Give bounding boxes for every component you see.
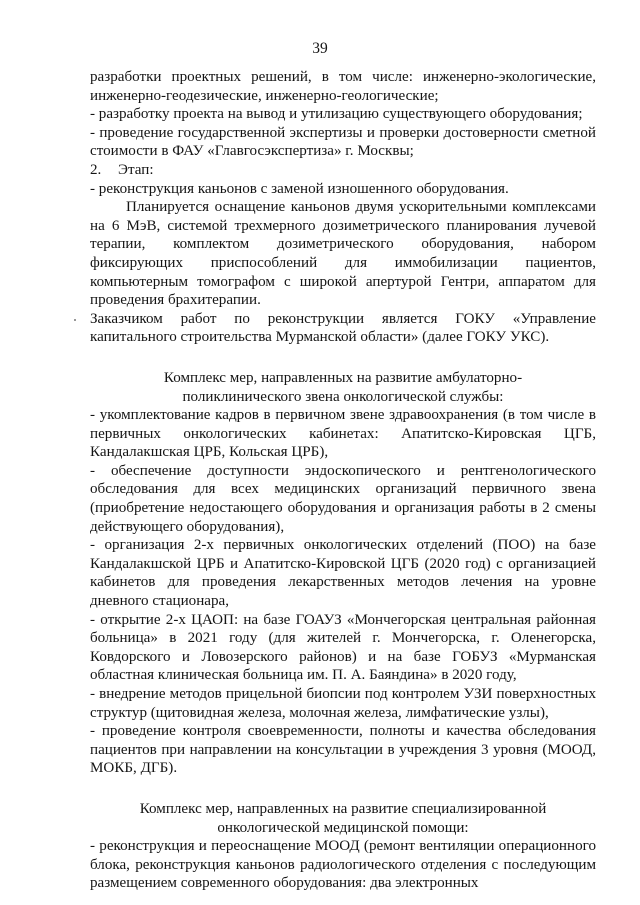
stage-label: Этап: bbox=[118, 161, 154, 178]
list-item-primary-oncology-units: - организация 2-х первичных онкологических отделений (ПОО) на базе Кандалакшской ЦРБ и Апатитско-Кировской ЦГБ (2020 год) с организацией кабинетов для проведения лекарственных методов лечения на уровне дневного стационара, bbox=[90, 537, 596, 610]
list-item-endoscopy-access: - обеспечение доступности эндоскопического и рентгенологического обследования для всех медицинских организаций первичного звена (приобретение недостающего оборудования и организация работы в 2 смены действующего оборудования), bbox=[90, 462, 596, 535]
paragraph-design-solutions: разработки проектных решений, в том числе: инженерно-экологические, инженерно-геодезические, инженерно-геологические; bbox=[90, 69, 596, 104]
section-heading-specialized-line1: Комплекс мер, направленных на развитие специализированной bbox=[139, 800, 547, 817]
paragraph-customer: Заказчиком работ по реконструкции является ГОКУ «Управление капитального строительства Мурманской области» (далее ГОКУ УКС). bbox=[90, 310, 596, 346]
margin-mark bbox=[74, 319, 76, 321]
list-item-mood-reconstruction: - реконструкция и переоснащение МООД (ремонт вентиляции операционного блока, реконструкция каньонов радиологического отделения с последующим размещением современного оборудования: два электронных bbox=[90, 838, 596, 892]
paragraph-state-expertise: - проведение государственной экспертизы и проверки достоверности сметной стоимости в ФАУ «Главгосэкспертиза» г. Москвы; bbox=[90, 124, 596, 160]
stage-heading bbox=[90, 161, 596, 180]
section-heading-outpatient-line2: поликлинического звена онкологической службы: bbox=[182, 388, 504, 405]
paragraph-canyon-reconstruction: - реконструкция каньонов с заменой изношенного оборудования. bbox=[90, 180, 509, 197]
paragraph-equipment-plan: Планируется оснащение каньонов двумя ускорительными комплексами на 6 МэВ, системой трехмерного дозиметрического планирования лучевой терапии, комплектом дозиметрического оборудования, набором фиксирующих приспособлений для иммобилизации пациентов, компьютерным томографом с широкой апертурой Гентри, аппаратом для проведения брахитерапии. bbox=[90, 199, 596, 309]
list-item-caop-opening: - открытие 2-х ЦАОП: на базе ГОАУЗ «Мончегорская центральная районная больница» в 2021 году (для жителей г. Мончегорска, г. Оленегорска, Ковдорского и Ловозерского районов) и на базе ГОБУЗ «Мурманская областная клиническая больница им. П. А. Баяндина» в 2020 году, bbox=[90, 611, 596, 684]
document-body bbox=[90, 68, 596, 893]
section-heading-outpatient-line1: Комплекс мер, направленных на развитие амбулаторно- bbox=[163, 369, 523, 386]
list-item-quality-control: - проведение контроля своевременности, полноты и качества обследования пациентов при направлении на консультации в учреждения 3 уровня (МООД, МОКБ, ДГБ). bbox=[90, 723, 596, 777]
stage-number: 2. bbox=[90, 161, 102, 178]
list-item-biopsy: - внедрение методов прицельной биопсии под контролем УЗИ поверхностных структур (щитовидная железа, молочная железа, лимфатические узлы), bbox=[90, 686, 596, 721]
list-item-staffing: - укомплектование кадров в первичном звене здравоохранения (в том числе в первичных онкологических кабинетах: Апатитско-Кировская ЦГБ, Кандалакшская ЦРБ, Кольская ЦРБ), bbox=[90, 407, 596, 461]
section-heading-specialized-line2: онкологической медицинской помощи: bbox=[217, 819, 469, 836]
paragraph-disposal-project: - разработку проекта на вывод и утилизацию существующего оборудования; bbox=[90, 106, 583, 123]
page-number: 39 bbox=[312, 40, 328, 57]
